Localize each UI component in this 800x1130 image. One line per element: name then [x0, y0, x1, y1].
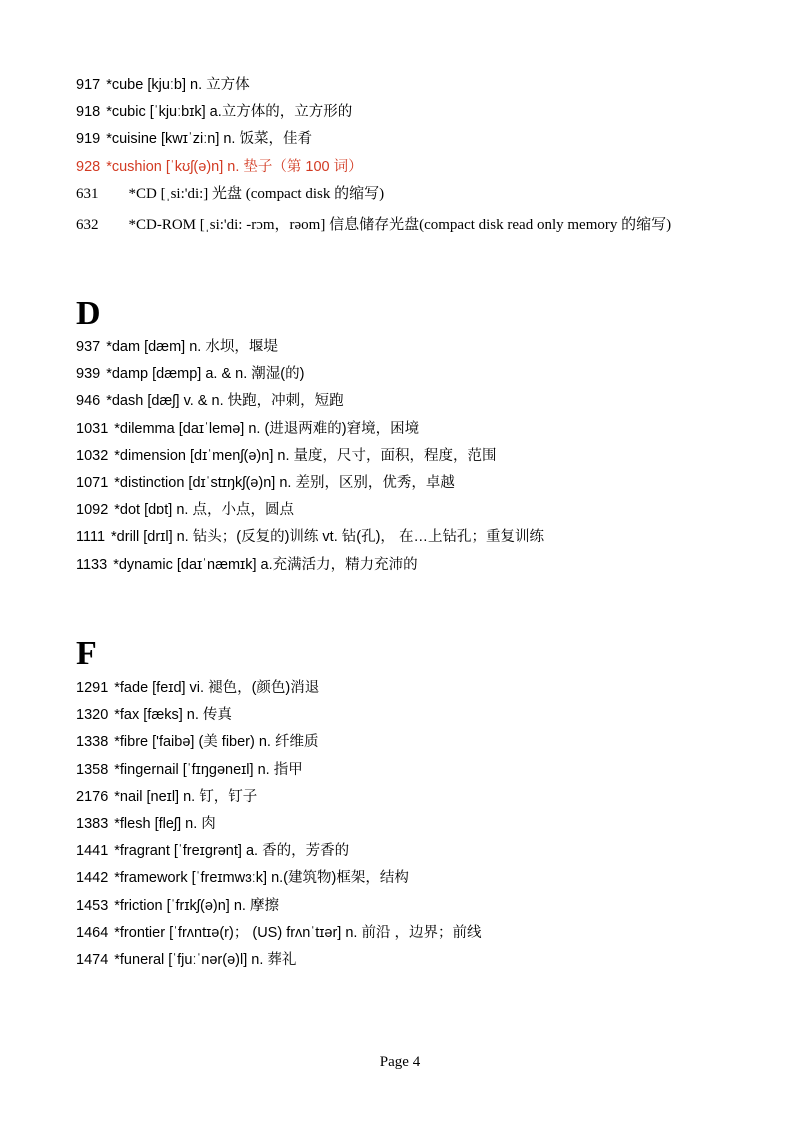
entry-number: 1358 [76, 761, 109, 778]
entry-number: 1474 [76, 951, 109, 968]
entry-1133 [76, 552, 776, 579]
entry-text: *dynamic [daɪˈnæmɪk] a.充满活力，精力充沛的 [113, 556, 418, 573]
entry-text: *funeral [ˈfjuːˈnər(ə)l] n. 葬礼 [114, 951, 297, 968]
entry-1453 [76, 893, 776, 920]
entry-number: 946 [76, 393, 101, 410]
entry-number: 1441 [76, 843, 109, 860]
entry-number: 631 [76, 185, 99, 202]
entry-1032 [76, 443, 776, 470]
entry-1111 [76, 524, 776, 551]
entry-text: *cube [kjuːb] n. 立方体 [106, 77, 250, 93]
entry-number: 937 [76, 339, 101, 355]
entry-text: *framework [ˈfreɪmwɜːk] n.(建筑物)框架，结构 [114, 870, 409, 887]
entry-1320 [76, 702, 776, 729]
entry-text: *fade [feɪd] vi. 褪色，(颜色)消退 [114, 680, 320, 696]
section-f-entries [76, 675, 776, 974]
entry-917 [76, 72, 776, 99]
entry-text: *fibre ['faibə] (美 fiber) n. 纤维质 [114, 734, 319, 751]
entry-number: 1338 [76, 734, 109, 751]
entry-text: *dimension [dɪˈmenʃ(ə)n] n. 量度，尺寸，面积，程度，范围 [114, 447, 497, 464]
entry-number: 917 [76, 77, 101, 93]
entry-number: 939 [76, 366, 101, 383]
entry-text: *dot [dɒt] n. 点，小点，圆点 [114, 502, 294, 519]
entry-number: 1464 [76, 924, 109, 941]
entry-631 [76, 181, 776, 208]
entry-928-highlighted [76, 154, 776, 181]
entry-number: 1320 [76, 707, 109, 724]
entry-number: 1111 [76, 529, 106, 546]
entry-2176 [76, 784, 776, 811]
entry-text: *frontier [ˈfrʌntɪə(r)； (US) frʌnˈtɪər] n. 前沿 ，边界；前线 [114, 924, 482, 941]
entry-1474 [76, 947, 776, 974]
entry-946 [76, 388, 776, 415]
entry-1291 [76, 675, 776, 702]
entry-number: 919 [76, 131, 101, 148]
section-heading-f: F [76, 635, 97, 672]
entry-text: *nail [neɪl] n. 钉，钉子 [114, 788, 258, 805]
entry-1092 [76, 497, 776, 524]
entry-text: *dam [dæm] n. 水坝，堰堤 [106, 339, 278, 355]
entry-939 [76, 361, 776, 388]
section-d-entries [76, 334, 776, 579]
entry-number: 632 [76, 216, 99, 233]
entry-number: 1442 [76, 870, 109, 887]
entry-number: 1291 [76, 680, 109, 696]
page-number: Page 4 [379, 1054, 421, 1070]
entry-1441 [76, 838, 776, 865]
entry-text: *fax [fæks] n. 传真 [114, 707, 232, 724]
entry-number: 1092 [76, 502, 109, 519]
section-heading-d: D [76, 295, 101, 332]
entry-1338 [76, 729, 776, 756]
entry-text: *cushion [ˈkʊʃ(ə)n] n. 垫子（第 100 词） [106, 158, 363, 175]
entry-1442 [76, 865, 776, 892]
entry-text: *distinction [dɪˈstɪŋkʃ(ə)n] n. 差别，区别，优秀，卓越 [114, 474, 455, 491]
entry-text: *CD-ROM [ˌsi:'di: -rɔm，rəom] 信息储存光盘(compact disk read only memory 的缩写) [128, 216, 672, 233]
entry-number: 2176 [76, 788, 109, 805]
entry-text: *dilemma [daɪˈlemə] n. (进退两难的)窘境，困境 [114, 420, 420, 437]
entry-number: 1383 [76, 815, 109, 832]
entry-text: *dash [dæʃ] v. & n. 快跑，冲刺，短跑 [106, 393, 344, 410]
entry-1383 [76, 811, 776, 838]
entry-number: 1031 [76, 420, 109, 437]
entry-text: *fragrant [ˈfreɪgrənt] a. 香的，芳香的 [114, 843, 350, 860]
entry-1071 [76, 470, 776, 497]
entry-1464 [76, 920, 776, 947]
entry-number: 1032 [76, 447, 109, 464]
entry-text: *cuisine [kwɪˈziːn] n. 饭菜，佳肴 [106, 131, 312, 148]
entry-number: 1133 [76, 556, 108, 573]
section-c-entries [76, 72, 776, 239]
entry-1031 [76, 416, 776, 443]
entry-1358 [76, 757, 776, 784]
entry-text: *drill [drɪl] n. 钻头；(反复的)训练 vt. 钻(孔)， 在…上钻孔；重复训练 [111, 529, 544, 546]
entry-text: *CD [ˌsi:'di:] 光盘 (compact disk 的缩写) [128, 185, 385, 202]
entry-text: *flesh [fleʃ] n. 肉 [114, 815, 216, 832]
entry-text: *fingernail [ˈfɪŋgəneɪl] n. 指甲 [114, 761, 303, 778]
entry-text: *friction [ˈfrɪkʃ(ə)n] n. 摩擦 [114, 897, 279, 914]
entry-937 [76, 334, 776, 361]
entry-number: 1453 [76, 897, 109, 914]
entry-918 [76, 99, 776, 126]
entry-number: 918 [76, 104, 101, 121]
entry-919 [76, 126, 776, 153]
entry-632 [76, 212, 776, 239]
entry-number: 928 [76, 158, 101, 175]
entry-text: *damp [dæmp] a. & n. 潮湿(的) [106, 366, 305, 383]
entry-text: *cubic [ˈkjuːbɪk] a.立方体的，立方形的 [106, 104, 353, 121]
entry-number: 1071 [76, 474, 109, 491]
